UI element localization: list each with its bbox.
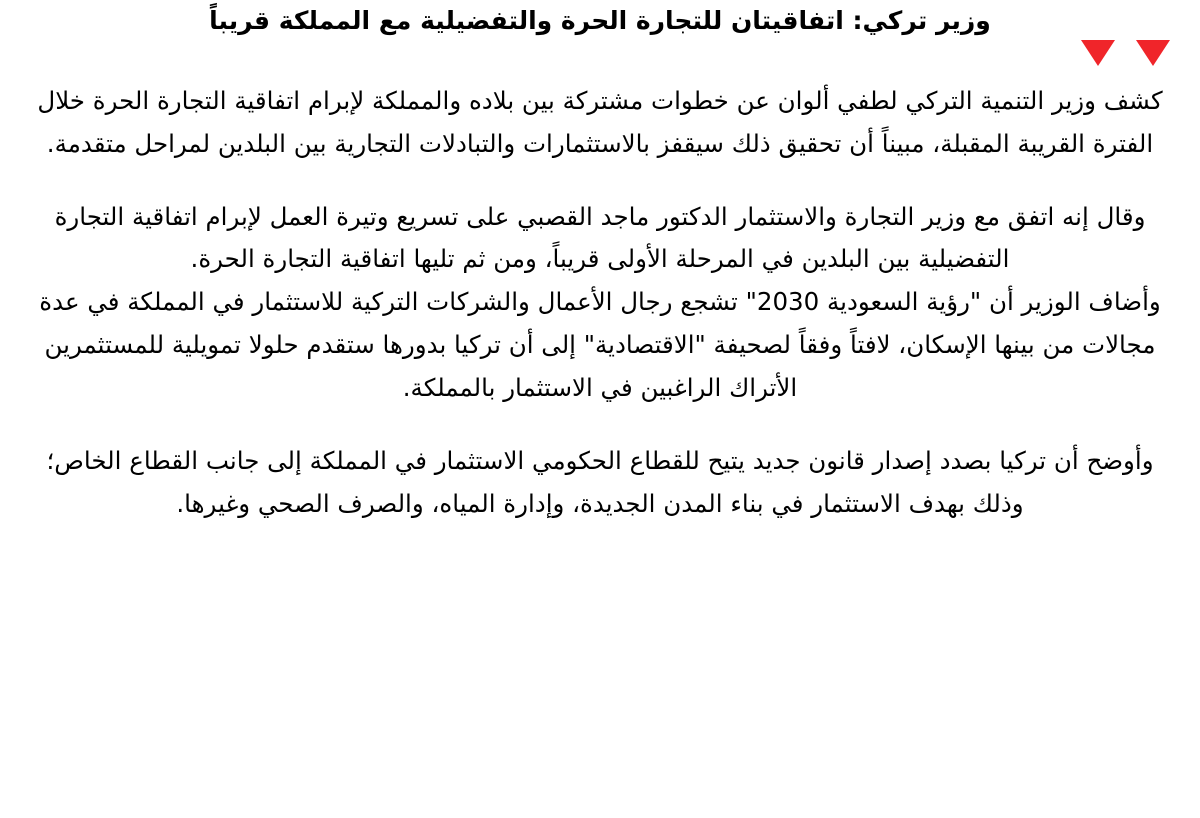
paragraph-spacer — [26, 166, 1174, 196]
red-triangle-icon — [1136, 40, 1170, 66]
article-paragraph: وأوضح أن تركيا بصدد إصدار قانون جديد يتيح للقطاع الحكومي الاستثمار في المملكة إلى جانب القطاع الخاص؛ وذلك بهدف الاستثمار في بناء المدن الجديدة، وإدارة المياه، والصرف الصحي وغيرها. — [46, 445, 1154, 518]
red-triangle-icon — [1081, 40, 1115, 66]
page-title: وزير تركي: اتفاقيتان للتجارة الحرة والتفضيلية مع المملكة قريباً — [209, 6, 991, 35]
article-paragraph: وقال إنه اتفق مع وزير التجارة والاستثمار الدكتور ماجد القصبي على تسريع وتيرة العمل لإبرام اتفاقية التجارة التفضيلية بين البلدين في المرحلة الأولى قريباً، ومن ثم تليها اتفاقية التجارة الحرة. — [54, 201, 1146, 274]
page-left-margin — [0, 4, 7, 818]
article-paragraph: كشف وزير التنمية التركي لطفي ألوان عن خطوات مشتركة بين بلاده والمملكة لإبرام اتفاقية التجارة الحرة خلال الفترة القريبة المقبلة، مبيناً أن تحقيق ذلك سيقفز بالاستثمارات والتبادلات التجارية بين البلدين لمراحل متقدمة. — [37, 85, 1163, 158]
paragraph-spacer — [26, 410, 1174, 440]
marker-row — [14, 38, 1186, 80]
document-page — [0, 4, 1200, 818]
article-paragraph: وأضاف الوزير أن "رؤية السعودية 2030" تشجع رجال الأعمال والشركات التركية للاستثمار في المملكة في عدة مجالات من بينها الإسكان، لافتاً وفقاً لصحيفة "الاقتصادية" إلى أن تركيا بدورها ستقدم حلولا تمويلية للمستثمرين الأتراك الراغبين في الاستثمار بالمملكة. — [39, 287, 1161, 402]
article-body — [14, 80, 1186, 526]
